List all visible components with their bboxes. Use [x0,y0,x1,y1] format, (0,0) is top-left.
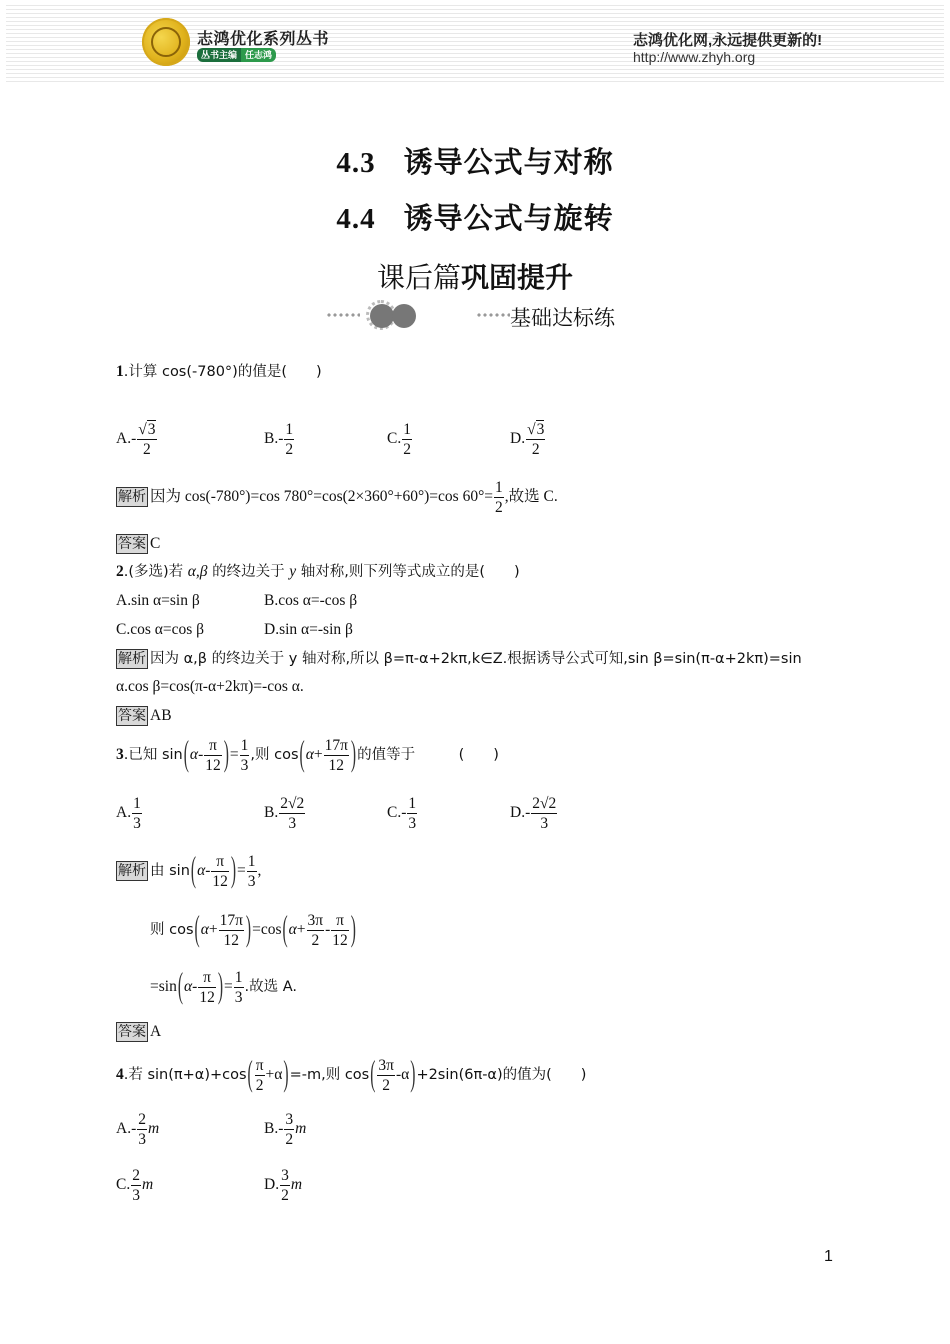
q3-answer [116,1022,161,1042]
q1-analysis-tag: 解析 [118,489,146,506]
q1-b-label: B.- [264,430,284,448]
q2-stem: 2.(多选)若 α,β 的终边关于 y 轴对称,则下列等式成立的是( ) [116,563,520,580]
q2-answer-tag: 答案 [118,708,146,724]
section-label: 基础达标练 [510,306,615,330]
q4-number: 4 [116,1066,124,1084]
q2-number: 2 [116,563,124,580]
q4-option-a: A.- $\frac{2}{3}$ m [116,1111,160,1148]
section-header [326,300,636,330]
dots-left-icon [326,313,360,317]
q2-analysis [116,649,802,669]
q1-answer-value: C [150,535,161,552]
q2-answer-value: AB [150,707,172,724]
editor-tag [197,48,276,62]
q1-analysis: 解析 因为 cos(-780°)=cos 780°=cos(2×360°+60°)=cos 60°= $\frac{1}{2}$ ,故选 C. [118,479,558,516]
series-name: 志鸿优化系列丛书 [197,31,330,48]
q3-analysis-tag: 解析 [118,863,146,880]
q3-option-b: B. $\frac{2√2}{3}$ [264,795,305,832]
publisher-logo-icon [142,18,190,66]
q2-option-a: A.sin α=sin β [116,592,200,609]
dots-right-icon [476,313,510,317]
subtitle [0,256,950,296]
slogan: 志鸿优化网,永远提供更新的! [633,32,823,49]
editor-label: 丛书主编 [197,48,241,62]
q2-analysis-line1: 因为 α,β 的终边关于 y 轴对称,所以 β=π-α+2kπ,k∈Z.根据诱导公式可知,sin β=sin(π-α+2kπ)=sin [150,651,802,667]
subtitle-bold: 巩固提升 [461,261,574,294]
q3-option-c: C.- $\frac{1}{3}$ [387,795,417,832]
title-2-number: 4.4 [336,203,376,235]
q3-answer-value: A [150,1023,162,1040]
editor-name: 任志鸿 [241,48,276,62]
q1-d-label: D. [510,430,526,448]
q1-answer-tag: 答案 [118,536,146,552]
q4-option-c: C. $\frac{2}{3}$ m [116,1167,154,1204]
q1-a-label: A.- [116,430,137,448]
q3-analysis-line2: 则 cos(α+ $\frac{17\pi}{12}$ )=cos(α+ $\frac{3\pi}{2}$ - $\frac{\pi}{12}$ ) [150,909,356,949]
q1-answer [116,534,160,554]
title-1-number: 4.3 [336,147,376,179]
q1-stem [116,362,322,382]
q1-option-a: A.- $\frac{√3}{2}$ [116,421,156,458]
site-url[interactable]: http://www.zhyh.org [633,49,756,65]
q3-analysis-line3: =sin(α- $\frac{\pi}{12}$ )= $\frac{1}{3}$ .故选 A. [150,966,297,1006]
q1-option-c: C. $\frac{1}{2}$ [387,421,411,458]
q2-option-d: D.sin α=-sin β [264,621,353,638]
q3-number: 3 [116,746,124,764]
q4-option-d: D. $\frac{3}{2}$ m [264,1167,303,1204]
circle-right-icon [392,304,416,328]
q1-number: 1 [116,363,124,380]
q2-analysis-tag: 解析 [118,651,146,667]
q3-option-d: D.- $\frac{2√2}{3}$ [510,795,557,832]
q1-option-b: B.- $\frac{1}{2}$ [264,421,294,458]
q2-option-c: C.cos α=cos β [116,621,205,638]
q3-stem: 3.已知 sin(α- $\frac{\pi}{12}$ )= $\frac{1}{3}$ ,则 cos(α+ $\frac{17\pi}{12}$ )的值等于 ( ) [116,734,499,774]
q1-stem-text: .计算 cos(-780°)的值是( ) [123,364,322,380]
title-line-1 [0,140,950,181]
q3-option-a: A. $\frac{1}{3}$ [116,795,141,832]
q1-c-label: C. [387,430,402,448]
q4-stem: 4.若 sin(π+α)+cos( $\frac{\pi}{2}$ +α)=-m,则 cos( $\frac{3\pi}{2}$ -α)+2sin(6π-α)的值为( ) [116,1054,587,1094]
q1-analysis-text: 因为 cos(-780°)=cos 780°=cos(2×360°+60°)=cos 60°= [150,488,494,506]
circle-left-icon [370,304,394,328]
title-2-text: 诱导公式与旋转 [403,201,614,235]
title-line-2 [0,196,950,237]
q4-option-b: B.- $\frac{3}{2}$ m [264,1111,307,1148]
q2-option-b: B.cos α=-cos β [264,592,358,609]
q2-analysis-line2: α.cos β=cos(π-α+2kπ)=-cos α. [116,678,304,695]
q2-answer [116,706,172,726]
page-number: 1 [824,1248,833,1265]
q3-answer-tag: 答案 [118,1024,146,1040]
q1-option-d: D. $\frac{√3}{2}$ [510,421,545,458]
subtitle-plain: 课后篇 [376,261,461,294]
q3-analysis-line1: 解析 由 sin(α- $\frac{\pi}{12}$ )= $\frac{1}{3}$ , [118,850,262,890]
title-1-text: 诱导公式与对称 [403,145,614,179]
